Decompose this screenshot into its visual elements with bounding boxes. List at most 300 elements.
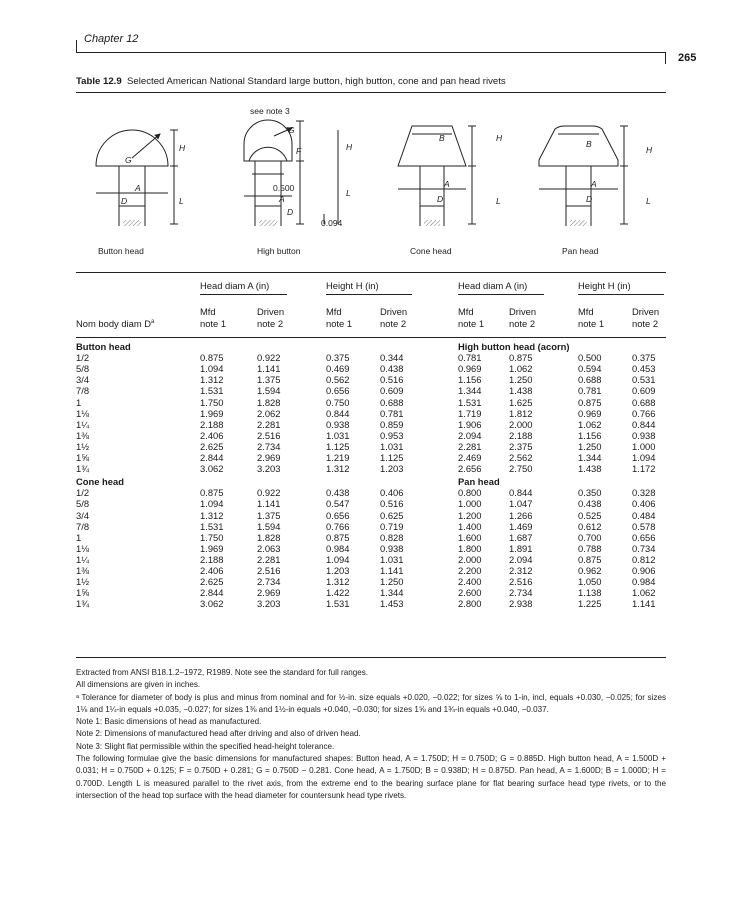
cell-head-diam-mfd-l: 2.625 xyxy=(200,440,224,452)
pan-head-rivet xyxy=(539,126,628,226)
cell-height-mfd-l: 1.203 xyxy=(326,565,350,576)
cell-height-mfd-r: 0.594 xyxy=(578,363,602,375)
cell-height-driven-l: 1.344 xyxy=(380,587,404,599)
table-subhead-rule xyxy=(76,337,666,338)
table-bottom-rule xyxy=(76,657,666,658)
cell-head-diam-driven-r: 0.844 xyxy=(509,487,533,499)
table-row xyxy=(76,510,666,521)
cell-head-diam-driven-r: 2.516 xyxy=(509,576,533,588)
label-0094: 0.094 xyxy=(321,218,343,228)
label-a4: A xyxy=(591,179,597,189)
cell-head-diam-driven-l: 2.969 xyxy=(257,452,281,463)
cell-height-mfd-r: 0.438 xyxy=(578,498,602,510)
table-row xyxy=(76,408,666,419)
table-row xyxy=(76,587,666,598)
cell-head-diam-driven-r: 2.312 xyxy=(509,565,533,576)
col-note1-1: note 1 xyxy=(200,318,227,329)
label-l2: L xyxy=(346,188,351,198)
table-row xyxy=(76,463,666,474)
cell-height-driven-r: 1.062 xyxy=(632,587,656,599)
cell-height-driven-l: 0.859 xyxy=(380,418,404,430)
cell-height-driven-r: 0.375 xyxy=(632,352,656,364)
col-group-head-diam-right: Head diam A (in) xyxy=(458,280,528,291)
col-group-height-right: Height H (in) xyxy=(578,280,631,291)
cell-height-driven-r: 0.406 xyxy=(632,498,656,510)
cell-head-diam-driven-l: 1.828 xyxy=(257,531,281,543)
table-row xyxy=(76,521,666,532)
cell-height-mfd-r: 0.969 xyxy=(578,407,602,419)
label-a2: A xyxy=(279,194,285,204)
cell-height-mfd-r: 0.781 xyxy=(578,385,602,397)
cell-height-mfd-r: 0.875 xyxy=(578,396,602,408)
cell-height-mfd-l: 0.469 xyxy=(326,363,350,375)
cell-height-driven-l: 0.438 xyxy=(380,363,404,375)
cell-head-diam-driven-l: 1.375 xyxy=(257,374,281,386)
cell-height-driven-r: 0.656 xyxy=(632,531,656,543)
cell-nom-diam: 5/8 xyxy=(76,498,90,510)
cell-height-mfd-r: 0.350 xyxy=(578,487,602,499)
cell-head-diam-mfd-l: 2.844 xyxy=(200,452,224,463)
col-driven-3: Driven xyxy=(509,306,537,317)
cell-head-diam-mfd-r: 1.400 xyxy=(458,520,482,532)
note-units: All dimensions are given in inches. xyxy=(76,680,201,690)
cell-nom-diam: 1¼ xyxy=(76,418,90,430)
cell-height-driven-r: 0.578 xyxy=(632,520,656,532)
cell-head-diam-mfd-l: 1.312 xyxy=(200,509,224,521)
cell-nom-diam: 1½ xyxy=(76,440,90,452)
cell-head-diam-mfd-l: 2.844 xyxy=(200,587,224,599)
note-tolerance: ᵃ Tolerance for diameter of body is plus and minus from nominal and for ½-in. size equals +0.020, −0.022; for sizes ⅝ to 1-in, incl, equals +0.030, −0.025; for sizes 1⅛ and 1¼-in equals +0.035, −0.027; for sizes 1⅜ and 1½-in equals +0.040, −0.030; for sizes 1⅝ and 1¾-in equals +0.040, −0.037. xyxy=(76,692,666,714)
cell-head-diam-driven-l: 2.734 xyxy=(257,440,281,452)
cell-nom-diam: 1 xyxy=(76,531,82,543)
col-mfd-4: Mfd xyxy=(578,306,594,317)
cell-height-driven-l: 0.344 xyxy=(380,352,404,364)
cell-head-diam-driven-l: 1.141 xyxy=(257,498,281,510)
cell-head-diam-driven-r: 1.469 xyxy=(509,520,533,532)
table-row xyxy=(76,554,666,565)
cell-head-diam-driven-r: 1.047 xyxy=(509,498,533,510)
cell-height-mfd-l: 0.875 xyxy=(326,531,350,543)
cell-head-diam-mfd-l: 1.312 xyxy=(200,374,224,386)
cell-height-mfd-r: 1.138 xyxy=(578,587,602,599)
cell-head-diam-driven-l: 2.969 xyxy=(257,587,281,599)
table-row xyxy=(76,430,666,441)
cell-height-driven-l: 1.250 xyxy=(380,576,404,588)
label-g2: G xyxy=(288,125,295,135)
cell-head-diam-driven-r: 2.938 xyxy=(509,598,533,610)
cell-head-diam-driven-l: 2.063 xyxy=(257,542,281,554)
cell-head-diam-driven-l: 2.281 xyxy=(257,418,281,430)
cell-head-diam-mfd-r: 2.400 xyxy=(458,576,482,588)
col-nom-body-diam-text: Nom body diam D xyxy=(76,318,152,329)
table-row xyxy=(76,352,666,363)
cell-head-diam-mfd-r: 2.656 xyxy=(458,463,482,475)
cell-head-diam-driven-l: 1.594 xyxy=(257,520,281,532)
cell-nom-diam: 1/2 xyxy=(76,487,90,499)
cell-height-mfd-r: 1.438 xyxy=(578,463,602,475)
label-l: L xyxy=(179,196,184,206)
section-title-row xyxy=(76,341,666,352)
col-driven-4: Driven xyxy=(632,306,660,317)
label-d4: D xyxy=(586,194,593,204)
cell-head-diam-mfd-l: 1.750 xyxy=(200,531,224,543)
cell-height-driven-r: 0.484 xyxy=(632,509,656,521)
cell-head-diam-driven-l: 3.203 xyxy=(257,598,281,610)
cell-height-driven-l: 0.406 xyxy=(380,487,404,499)
table-row xyxy=(76,565,666,576)
cell-height-mfd-l: 1.031 xyxy=(326,429,350,441)
table-header xyxy=(76,276,666,336)
cell-height-mfd-l: 1.312 xyxy=(326,576,350,588)
cell-nom-diam: 1⅛ xyxy=(76,542,90,554)
cell-height-driven-r: 0.984 xyxy=(632,576,656,588)
label-l3: L xyxy=(496,196,501,206)
cell-height-mfd-r: 0.612 xyxy=(578,520,602,532)
cell-height-driven-r: 0.766 xyxy=(632,407,656,419)
cell-head-diam-mfd-l: 1.094 xyxy=(200,363,224,375)
cell-height-mfd-r: 0.525 xyxy=(578,509,602,521)
cell-height-driven-r: 1.141 xyxy=(632,598,656,610)
cell-nom-diam: 1⅛ xyxy=(76,407,90,419)
cell-height-driven-l: 0.516 xyxy=(380,374,404,386)
cell-height-driven-r: 0.906 xyxy=(632,565,656,576)
cell-height-driven-l: 1.141 xyxy=(380,565,404,576)
cell-height-mfd-r: 1.050 xyxy=(578,576,602,588)
cell-head-diam-driven-r: 2.000 xyxy=(509,418,533,430)
cell-head-diam-mfd-r: 0.969 xyxy=(458,363,482,375)
cell-height-driven-l: 0.625 xyxy=(380,509,404,521)
cell-height-driven-l: 1.203 xyxy=(380,463,404,475)
cell-height-driven-r: 0.453 xyxy=(632,363,656,375)
table-row xyxy=(76,419,666,430)
cell-nom-diam: 1 xyxy=(76,396,82,408)
cell-height-mfd-l: 1.125 xyxy=(326,440,350,452)
cell-nom-diam: 1/2 xyxy=(76,352,90,364)
cell-height-mfd-l: 0.766 xyxy=(326,520,350,532)
cell-head-diam-mfd-l: 1.094 xyxy=(200,498,224,510)
cell-head-diam-driven-l: 1.141 xyxy=(257,363,281,375)
cell-head-diam-driven-l: 1.594 xyxy=(257,385,281,397)
cell-nom-diam: 3/4 xyxy=(76,509,90,521)
cell-head-diam-mfd-r: 1.531 xyxy=(458,396,482,408)
cell-height-mfd-l: 0.656 xyxy=(326,385,350,397)
cell-head-diam-driven-l: 0.922 xyxy=(257,487,281,499)
cell-head-diam-mfd-r: 1.200 xyxy=(458,509,482,521)
label-h: H xyxy=(179,143,186,153)
cell-nom-diam: 1⅝ xyxy=(76,452,90,463)
col-driven-2: Driven xyxy=(380,306,408,317)
cell-height-mfd-l: 1.219 xyxy=(326,452,350,463)
cell-height-driven-l: 0.609 xyxy=(380,385,404,397)
cone-head-rivet xyxy=(398,126,476,226)
chapter-label: Chapter 12 xyxy=(84,33,139,45)
cell-head-diam-driven-r: 2.375 xyxy=(509,440,533,452)
cell-height-driven-l: 0.719 xyxy=(380,520,404,532)
cell-head-diam-driven-l: 2.516 xyxy=(257,565,281,576)
table-notes xyxy=(76,667,666,802)
label-b2: B xyxy=(586,139,592,149)
col-note1-4: note 1 xyxy=(578,318,605,329)
cell-height-mfd-r: 0.788 xyxy=(578,542,602,554)
cell-head-diam-driven-r: 1.687 xyxy=(509,531,533,543)
cell-head-diam-mfd-l: 2.406 xyxy=(200,429,224,441)
underline-head-diam-right xyxy=(458,294,544,295)
cell-nom-diam: 7/8 xyxy=(76,520,90,532)
cell-height-mfd-l: 1.094 xyxy=(326,553,350,565)
cell-head-diam-mfd-r: 1.719 xyxy=(458,407,482,419)
cell-head-diam-mfd-l: 1.531 xyxy=(200,520,224,532)
cell-head-diam-mfd-r: 2.469 xyxy=(458,452,482,463)
label-l4: L xyxy=(646,196,651,206)
table-caption-text: Selected American National Standard large button, high button, cone and pan head rivets xyxy=(127,76,506,87)
col-note2-2: note 2 xyxy=(380,318,407,329)
underline-height-right xyxy=(578,294,664,295)
cell-height-mfd-r: 1.344 xyxy=(578,452,602,463)
cell-head-diam-driven-l: 2.516 xyxy=(257,429,281,441)
cell-height-driven-l: 1.031 xyxy=(380,553,404,565)
cell-head-diam-mfd-r: 1.156 xyxy=(458,374,482,386)
cell-head-diam-mfd-l: 1.531 xyxy=(200,385,224,397)
cell-head-diam-driven-r: 1.266 xyxy=(509,509,533,521)
table-row xyxy=(76,452,666,463)
cell-head-diam-driven-r: 2.562 xyxy=(509,452,533,463)
table-row xyxy=(76,385,666,396)
cell-nom-diam: 1⅜ xyxy=(76,429,90,441)
cell-nom-diam: 1¾ xyxy=(76,598,90,610)
cell-height-mfd-r: 0.962 xyxy=(578,565,602,576)
cell-height-driven-l: 0.516 xyxy=(380,498,404,510)
cell-head-diam-mfd-r: 2.094 xyxy=(458,429,482,441)
note-formulae: The following formulae give the basic dimensions for manufactured shapes: Button head, A = 1.750D; H = 0.750D; G = 0.885D. High button head, A = 1.500D + 0.031; H = 0.750D + 0.125; F = 0.750D + 0.281; G = 0.750D − 0.281. Cone head, A = 1.750D; B = 0.938D; H = 0.875D. Pan head, A = 1.600D; B = 1.000D; H = 0.700D. Length L is measured parallel to the rivet axis, from the extreme end to the bearing surface plane for flat bearing surface head type rivets, or to the intersection of the head top surface with the head diameter for countersunk head type rivets. xyxy=(76,754,666,800)
label-a: A xyxy=(135,183,141,193)
cell-height-mfd-r: 0.875 xyxy=(578,553,602,565)
cell-height-mfd-l: 1.312 xyxy=(326,463,350,475)
cell-height-driven-r: 1.000 xyxy=(632,440,656,452)
cell-head-diam-mfd-r: 1.000 xyxy=(458,498,482,510)
page-number: 265 xyxy=(678,52,697,64)
cell-height-mfd-l: 0.938 xyxy=(326,418,350,430)
cell-height-mfd-l: 1.531 xyxy=(326,598,350,610)
table-row xyxy=(76,487,666,498)
cell-height-mfd-r: 0.688 xyxy=(578,374,602,386)
cell-head-diam-mfd-r: 1.800 xyxy=(458,542,482,554)
col-note1-3: note 1 xyxy=(458,318,485,329)
panel-label-button: Button head xyxy=(98,246,144,256)
table-row xyxy=(76,374,666,385)
cell-height-driven-r: 0.844 xyxy=(632,418,656,430)
label-h4: H xyxy=(646,145,653,155)
cell-height-driven-r: 0.609 xyxy=(632,385,656,397)
cell-head-diam-mfd-r: 0.781 xyxy=(458,352,482,364)
cell-height-mfd-r: 1.062 xyxy=(578,418,602,430)
cell-height-mfd-l: 0.844 xyxy=(326,407,350,419)
cell-head-diam-driven-l: 1.828 xyxy=(257,396,281,408)
cell-height-mfd-l: 0.375 xyxy=(326,352,350,364)
col-note1-2: note 1 xyxy=(326,318,353,329)
col-nom-body-diam xyxy=(76,318,154,329)
table-row xyxy=(76,532,666,543)
label-h2: H xyxy=(346,142,353,152)
cell-head-diam-mfd-l: 2.625 xyxy=(200,576,224,588)
cell-head-diam-driven-r: 1.625 xyxy=(509,396,533,408)
label-d2: D xyxy=(287,207,294,217)
section-title-row xyxy=(76,476,666,487)
cell-head-diam-mfd-r: 0.800 xyxy=(458,487,482,499)
cell-height-driven-r: 0.688 xyxy=(632,396,656,408)
panel-label-pan: Pan head xyxy=(562,246,599,256)
cell-nom-diam: 1¾ xyxy=(76,463,90,475)
cell-height-mfd-l: 0.438 xyxy=(326,487,350,499)
cell-height-mfd-l: 0.750 xyxy=(326,396,350,408)
table-top-rule xyxy=(76,92,666,93)
note-source: Extracted from ANSI B18.1.2–1972, R1989. Note see the standard for full ranges. xyxy=(76,668,368,677)
note-3: Note 3: Slight flat permissible within the specified head-height tolerance. xyxy=(76,741,335,751)
cell-head-diam-mfd-l: 0.875 xyxy=(200,352,224,364)
cell-height-driven-r: 0.734 xyxy=(632,542,656,554)
cell-nom-diam: 3/4 xyxy=(76,374,90,386)
col-note2-3: note 2 xyxy=(509,318,536,329)
cell-head-diam-mfd-r: 2.000 xyxy=(458,553,482,565)
col-group-head-diam-left: Head diam A (in) xyxy=(200,280,270,291)
table-caption-label: Table 12.9 xyxy=(76,76,122,87)
cell-height-driven-r: 0.938 xyxy=(632,429,656,441)
cell-height-driven-l: 0.938 xyxy=(380,542,404,554)
cell-height-driven-l: 1.125 xyxy=(380,452,404,463)
table-row xyxy=(76,498,666,509)
section-title-left: Button head xyxy=(76,341,131,352)
table-row xyxy=(76,543,666,554)
note-1: Note 1: Basic dimensions of head as manufactured. xyxy=(76,717,262,727)
label-d3: D xyxy=(437,194,444,204)
cell-head-diam-driven-r: 1.062 xyxy=(509,363,533,375)
cell-head-diam-mfd-l: 2.188 xyxy=(200,553,224,565)
label-0500: 0.500 xyxy=(273,183,295,193)
cell-head-diam-mfd-l: 3.062 xyxy=(200,463,224,475)
cell-head-diam-driven-l: 1.375 xyxy=(257,509,281,521)
label-a3: A xyxy=(444,179,450,189)
cell-height-driven-r: 1.172 xyxy=(632,463,656,475)
col-group-height-left: Height H (in) xyxy=(326,280,379,291)
section-title-right: High button head (acorn) xyxy=(458,341,570,352)
cell-height-mfd-l: 0.547 xyxy=(326,498,350,510)
col-mfd-2: Mfd xyxy=(326,306,342,317)
cell-height-driven-l: 1.031 xyxy=(380,440,404,452)
cell-height-driven-l: 0.828 xyxy=(380,531,404,543)
cell-head-diam-driven-r: 2.094 xyxy=(509,553,533,565)
cell-head-diam-driven-r: 2.750 xyxy=(509,463,533,475)
underline-head-diam-left xyxy=(200,294,287,295)
cell-height-mfd-r: 1.250 xyxy=(578,440,602,452)
table-row xyxy=(76,397,666,408)
label-h3: H xyxy=(496,133,503,143)
cell-head-diam-mfd-l: 1.750 xyxy=(200,396,224,408)
col-note2-1: note 2 xyxy=(257,318,284,329)
label-f: F xyxy=(296,146,302,156)
table-row xyxy=(76,576,666,587)
cell-height-mfd-r: 0.700 xyxy=(578,531,602,543)
cell-head-diam-mfd-r: 1.344 xyxy=(458,385,482,397)
cell-head-diam-driven-l: 2.734 xyxy=(257,576,281,588)
header-rule xyxy=(76,52,666,53)
cell-head-diam-mfd-r: 2.200 xyxy=(458,565,482,576)
cell-height-mfd-l: 1.422 xyxy=(326,587,350,599)
cell-height-driven-l: 1.453 xyxy=(380,598,404,610)
cell-head-diam-mfd-r: 1.906 xyxy=(458,418,482,430)
cell-nom-diam: 1⅝ xyxy=(76,587,90,599)
cell-height-driven-l: 0.688 xyxy=(380,396,404,408)
col-mfd-1: Mfd xyxy=(200,306,216,317)
cell-head-diam-mfd-r: 1.600 xyxy=(458,531,482,543)
table-caption xyxy=(76,76,506,87)
cell-height-driven-r: 0.812 xyxy=(632,553,656,565)
col-driven-1: Driven xyxy=(257,306,285,317)
rivet-diagram xyxy=(76,96,666,266)
cell-nom-diam: 1⅜ xyxy=(76,565,90,576)
cell-head-diam-driven-r: 1.812 xyxy=(509,407,533,419)
cell-head-diam-driven-l: 0.922 xyxy=(257,352,281,364)
cell-height-driven-r: 0.328 xyxy=(632,487,656,499)
underline-height-left xyxy=(326,294,412,295)
label-b: B xyxy=(439,133,445,143)
cell-head-diam-mfd-l: 0.875 xyxy=(200,487,224,499)
col-nom-body-diam-sup: a xyxy=(151,318,155,325)
panel-label-cone: Cone head xyxy=(410,246,452,256)
high-button-rivet xyxy=(244,120,304,226)
cell-height-mfd-l: 0.656 xyxy=(326,509,350,521)
table-row xyxy=(76,598,666,609)
cell-height-driven-r: 0.531 xyxy=(632,374,656,386)
cell-head-diam-mfd-l: 1.969 xyxy=(200,407,224,419)
cell-head-diam-driven-r: 2.734 xyxy=(509,587,533,599)
cell-nom-diam: 7/8 xyxy=(76,385,90,397)
button-head-rivet xyxy=(96,130,178,226)
cell-height-mfd-r: 1.156 xyxy=(578,429,602,441)
col-note2-4: note 2 xyxy=(632,318,659,329)
cell-height-mfd-l: 0.562 xyxy=(326,374,350,386)
cell-height-driven-r: 1.094 xyxy=(632,452,656,463)
cell-height-mfd-r: 1.225 xyxy=(578,598,602,610)
section-title-right: Pan head xyxy=(458,476,500,488)
section-title-left: Cone head xyxy=(76,476,124,488)
cell-head-diam-driven-r: 1.438 xyxy=(509,385,533,397)
cell-nom-diam: 5/8 xyxy=(76,363,90,375)
cell-height-driven-l: 0.953 xyxy=(380,429,404,441)
panel-label-high: High button xyxy=(257,246,301,256)
cell-head-diam-driven-r: 2.188 xyxy=(509,429,533,441)
cell-head-diam-driven-r: 1.891 xyxy=(509,542,533,554)
table-row xyxy=(76,441,666,452)
cell-head-diam-mfd-r: 2.600 xyxy=(458,587,482,599)
cell-head-diam-mfd-l: 1.969 xyxy=(200,542,224,554)
cell-height-mfd-r: 0.500 xyxy=(578,352,602,364)
cell-head-diam-mfd-r: 2.281 xyxy=(458,440,482,452)
cell-head-diam-mfd-l: 2.188 xyxy=(200,418,224,430)
table-row xyxy=(76,363,666,374)
table-head-rule xyxy=(76,272,666,273)
cell-head-diam-driven-r: 0.875 xyxy=(509,352,533,364)
header-tick-right xyxy=(665,52,666,64)
cell-head-diam-mfd-l: 3.062 xyxy=(200,598,224,610)
cell-head-diam-driven-l: 2.062 xyxy=(257,407,281,419)
cell-head-diam-mfd-r: 2.800 xyxy=(458,598,482,610)
label-see-note: see note 3 xyxy=(250,106,290,116)
note-2: Note 2: Dimensions of manufactured head after driving and also of driven head. xyxy=(76,729,361,739)
cell-nom-diam: 1½ xyxy=(76,576,90,588)
cell-height-mfd-l: 0.984 xyxy=(326,542,350,554)
col-mfd-3: Mfd xyxy=(458,306,474,317)
label-g: G xyxy=(125,155,132,165)
cell-height-driven-l: 0.781 xyxy=(380,407,404,419)
